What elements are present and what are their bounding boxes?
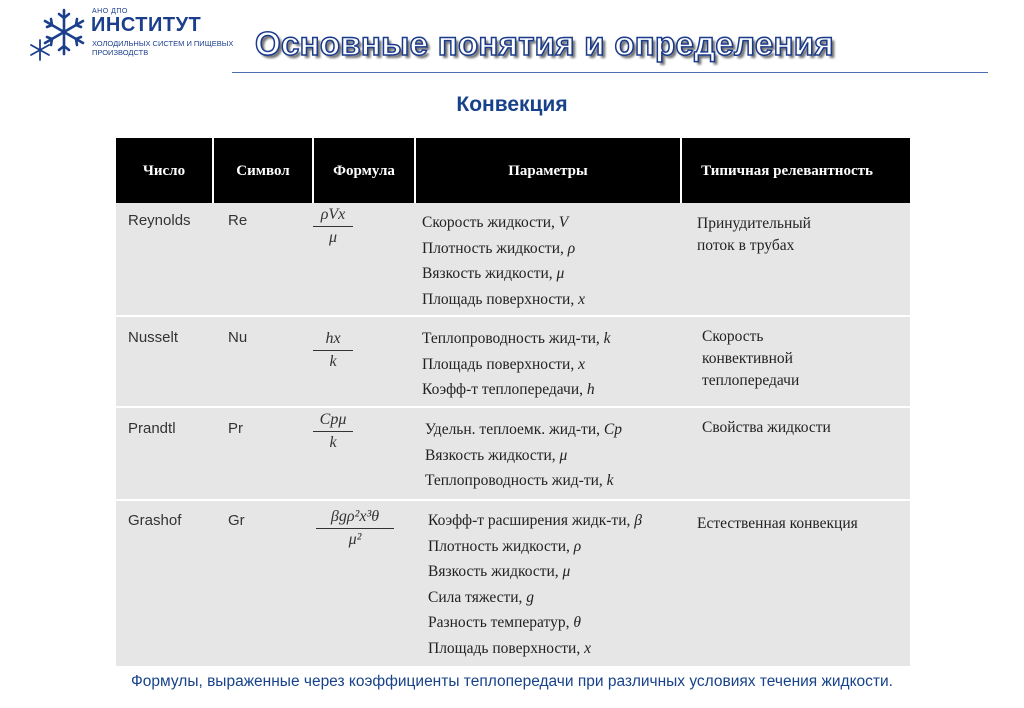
params-grashof [428, 508, 642, 661]
param-line: Плотность жидкости, ρ [428, 537, 582, 555]
fraction-bar [313, 226, 353, 227]
param-line: Разность температур, θ [428, 614, 581, 631]
header-formula: Формула [333, 162, 395, 179]
relevance-reynolds: Принудительный поток в трубах [697, 215, 811, 254]
relevance-nusselt: Скорость конвективной теплопередачи [702, 328, 800, 389]
header-relevance: Типичная релевантность [701, 162, 873, 179]
row-divider [116, 406, 910, 408]
logo-subtitle: ХОЛОДИЛЬНЫХ СИСТЕМ И ПИЩЕВЫХ ПРОИЗВОДСТВ [92, 39, 234, 57]
formula-numerator: Cpμ [319, 411, 347, 428]
fraction-bar [316, 528, 394, 529]
param-line: Сила тяжести, g [428, 588, 535, 606]
fraction-bar [313, 350, 353, 351]
snowflake-icon [30, 6, 88, 62]
formula-numerator: ρVx [320, 206, 346, 223]
header-number: Число [142, 162, 186, 179]
formula-denominator: k [329, 434, 337, 451]
table-header [116, 138, 910, 203]
formula-prandtl [313, 410, 353, 453]
relevance-grashof: Естественная конвекция [697, 515, 858, 532]
param-line: Вязкость жидкости, μ [425, 446, 568, 464]
row-name-reynolds: Reynolds [128, 212, 191, 229]
param-line: Теплопроводность жид-ти, k [422, 330, 611, 347]
convection-table [116, 138, 910, 666]
logo-name: ИНСТИТУТ [91, 14, 202, 36]
param-line: Плотность жидкости, ρ [422, 239, 576, 257]
relevance-prandtl: Свойства жидкости [702, 419, 831, 436]
row-divider [116, 499, 910, 501]
row-divider [116, 315, 910, 317]
title-divider [232, 72, 988, 73]
institute-logo [30, 6, 234, 62]
row-name-nusselt: Nusselt [128, 329, 179, 346]
row-symbol-reynolds: Re [228, 212, 248, 229]
param-line: Коэфф-т теплопередачи, h [422, 381, 595, 398]
param-line: Вязкость жидкости, μ [422, 265, 565, 282]
row-symbol-grashof: Gr [228, 512, 245, 529]
formula-denominator: μ² [348, 531, 362, 548]
page-title: Основные понятия и определения [255, 25, 834, 62]
param-line: Площадь поверхности, x [422, 290, 585, 308]
logo-org-type: АНО ДПО [92, 8, 128, 15]
formula-numerator: βgρ²x³θ [330, 508, 380, 525]
header-divider [680, 138, 682, 203]
param-line: Площадь поверхности, x [428, 639, 591, 657]
header-parameters: Параметры [508, 162, 588, 179]
formula-numerator: hx [325, 330, 341, 347]
section-title: Конвекция [456, 93, 568, 116]
param-line: Вязкость жидкости, μ [428, 563, 571, 580]
formula-nusselt [313, 329, 353, 372]
formula-denominator: μ [328, 229, 338, 246]
param-line: Площадь поверхности, x [422, 355, 585, 373]
param-line: Удельн. теплоемк. жид-ти, Cp [425, 421, 622, 438]
params-nusselt [422, 326, 611, 403]
header-symbol: Символ [236, 162, 290, 179]
row-symbol-prandtl: Pr [228, 420, 243, 437]
param-line: Теплопроводность жид-ти, k [425, 472, 614, 489]
footer-caption: Формулы, выраженные через коэффициенты теплопередачи при различных условиях течения жидкости. [131, 673, 893, 690]
row-name-prandtl: Prandtl [128, 420, 176, 437]
params-prandtl [425, 417, 622, 494]
param-line: Коэфф-т расширения жидк-ти, β [428, 512, 642, 529]
row-name-grashof: Grashof [128, 512, 182, 529]
fraction-bar [313, 431, 353, 432]
formula-grashof [316, 507, 394, 550]
formula-denominator: k [329, 353, 337, 370]
row-symbol-nusselt: Nu [228, 329, 248, 346]
param-line: Скорость жидкости, V [422, 214, 569, 231]
formula-reynolds [313, 205, 353, 248]
params-reynolds [422, 210, 585, 312]
